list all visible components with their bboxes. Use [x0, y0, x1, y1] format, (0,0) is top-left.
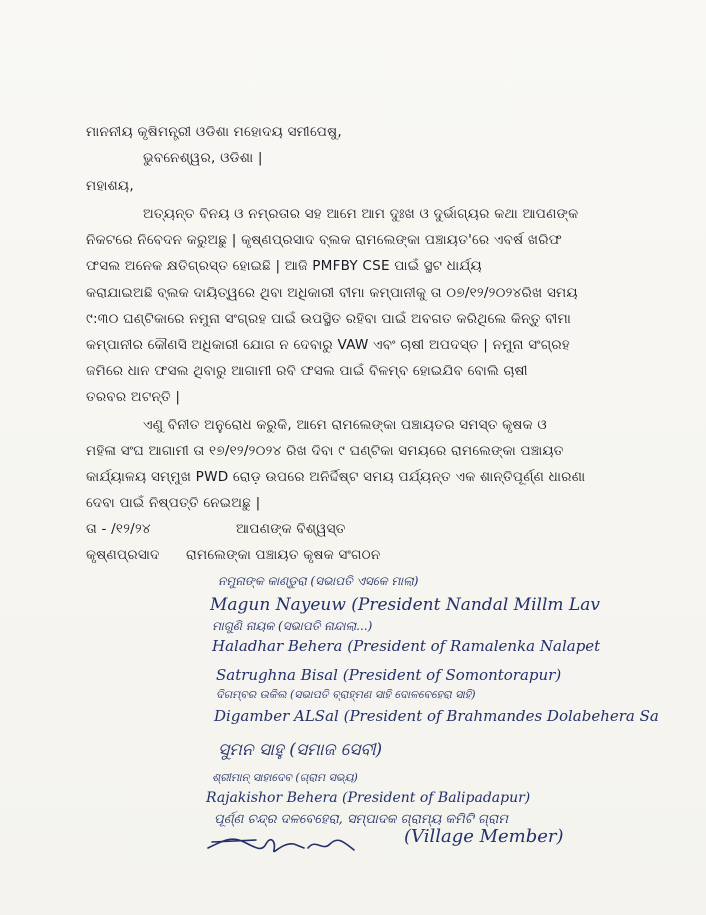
paragraph-1-line: ଫସଲ ଅନେକ କ୍ଷତିଗ୍ରସ୍ତ ହୋଇଛି | ଆଜି PMFBY CSE ପାଇଁ ସ୍ଥଟ ଧାର୍ଯ୍ୟ	[86, 258, 482, 274]
paragraph-2-line: ଦେବା ପାଇଁ ନିଷ୍ପତ୍ତି ନେଇଅଛୁ |	[86, 495, 261, 511]
sender-organisation: ରାମଲେଙ୍କା ପଞ୍ଚାୟତ କୃଷକ ସଂଗଠନ	[186, 547, 381, 563]
date-line: ତା - /୧୨/୨୪	[86, 521, 151, 537]
paragraph-1-line: ଜମିରେ ଧାନ ଫସଲ ଥିବାରୁ ଆଗାମୀ ରବି ଫସଲ ପାଇଁ ବିଳମ୍ବ ହୋଇଯିବ ବୋଲି ଚାଷୀ	[86, 363, 528, 379]
paragraph-1-line: କମ୍ପାନୀର କୌଣସି ଅଧିକାରୀ ଯୋଗ ନ ଦେବାରୁ VAW ଏବଂ ଚାଷୀ ଅପଦସ୍ତ | ନମୁନା ସଂଗ୍ରହ	[86, 337, 571, 353]
closing-text: ଆପଣଙ୍କ ବିଶ୍ୱସ୍ତ	[236, 521, 346, 537]
sender-place: କୃଷ୍ଣପ୍ରସାଦ	[86, 547, 160, 563]
salutation: ମହାଶୟ,	[86, 178, 134, 194]
signature-line: ସୁମନ ସାହୁ (ସମାଜ ସେବୀ)	[218, 740, 383, 760]
signature-line: ନମୁନାଙ୍କ କାଣ୍ଡୁରା (ସଭାପତି ଏସକେ ମାଲା)	[218, 574, 419, 588]
signature-scribble-icon	[204, 822, 364, 862]
signature-line: ଦିଗମ୍ବର ଉକିଲ (ସଭାପତି ବ୍ରାହ୍ମଣ ସାହି ଦୋଳବେହେରା ସାହି)	[216, 688, 476, 701]
paragraph-2-line: ଏଣୁ ବିନୀତ ଅନୁରୋଧ କରୁକି, ଆମେ ରାମଲେଙ୍କା ପଞ୍ଚାୟତର ସମସ୍ତ କୃଷକ ଓ	[143, 417, 547, 433]
paragraph-2-line: କାର୍ଯ୍ୟାଳୟ ସମ୍ମୁଖ PWD ରୋଡ଼ ଉପରେ ଅନିର୍ଦ୍ଦିଷ୍ଟ ସମୟ ପର୍ଯ୍ୟନ୍ତ ଏକ ଶାନ୍ତିପୂର୍ଣ୍ଣ ଧାରଣା	[86, 469, 586, 485]
signature-line: ଶ୍ରୀମାନ୍ ସାହାଦେବ (ଗ୍ରାମ ସଭ୍ୟ)	[212, 771, 358, 784]
address-line-2: ଭୁବନେଶ୍ୱର, ଓଡିଶା |	[143, 150, 263, 166]
signature-line: Rajakishor Behera (President of Balipadapur)	[206, 790, 531, 806]
paragraph-1-line: ତରବର ଅଟନ୍ତି |	[86, 389, 181, 405]
paragraph-1-line: କରାଯାଇଅଛି ବ୍ଲକ ଦାୟିତ୍ୱରେ ଥିବା ଅଧିକାରୀ ବୀମା କମ୍ପାନୀକୁ ତା ୦୭/୧୨/୨୦୨୪ରିଖ ସମୟ	[86, 285, 578, 301]
signature-line: Haladhar Behera (President of Ramalenka Nalapet	[212, 637, 601, 655]
paragraph-1-line: ୯:୩୦ ଘଣ୍ଟିକାରେ ନମୁନା ସଂଗ୍ରହ ପାଇଁ ଉପସ୍ଥିତ ରହିବା ପାଇଁ ଅବଗତ କରିଥିଲେ କିନ୍ତୁ ବୀମା	[86, 311, 572, 327]
address-line-1: ମାନନୀୟ କୃଷିମନ୍ତ୍ରୀ ଓଡିଶା ମହୋଦୟ ସମୀପେଷୁ,	[86, 124, 342, 140]
paragraph-2-line: ମହିଳା ସଂଘ ଆଗାମୀ ତା ୧୭/୧୨/୨୦୨୪ ରିଖ ଦିବା ୯ ଘଣ୍ଟିକା ସମୟରେ ରାମଲେଙ୍କା ପଞ୍ଚାୟତ	[86, 443, 564, 459]
signature-line: Digamber ALSal (President of Brahmandes Dolabehera Sa	[214, 707, 659, 725]
signature-line: (Village Member)	[404, 826, 564, 847]
signature-line: ପୂର୍ଣ୍ଣ ଚନ୍ଦ୍ର ଦଳବେହେରା, ସମ୍ପାଦକ ଗ୍ରାମ୍ୟ କମିଟି ଗ୍ରାମ	[214, 812, 508, 827]
paragraph-1-line: ଅତ୍ୟନ୍ତ ବିନୟ ଓ ନମ୍ରତାର ସହ ଆମେ ଆମ ଦୁଃଖ ଓ ଦୁର୍ଭାଗ୍ୟର କଥା ଆପଣଙ୍କ	[143, 206, 579, 222]
paragraph-1-line: ନିକଟରେ ନିବେଦନ କରୁଅଛୁ | କୃଷ୍ଣପ୍ରସାଦ ବ୍ଲକ ରାମଲେଙ୍କା ପଞ୍ଚାୟତ'ରେ ଏବର୍ଷ ଖରିଫ	[86, 232, 562, 248]
signature-line: ମାଗୁଣି ନାୟକ (ସଭାପତି ନାନ୍ଦାଲା...)	[212, 619, 373, 633]
signature-line: Satrughna Bisal (President of Somontorapur)	[216, 666, 562, 684]
signature-line: Magun Nayeuw (President Nandal Millm Lav	[210, 595, 600, 615]
